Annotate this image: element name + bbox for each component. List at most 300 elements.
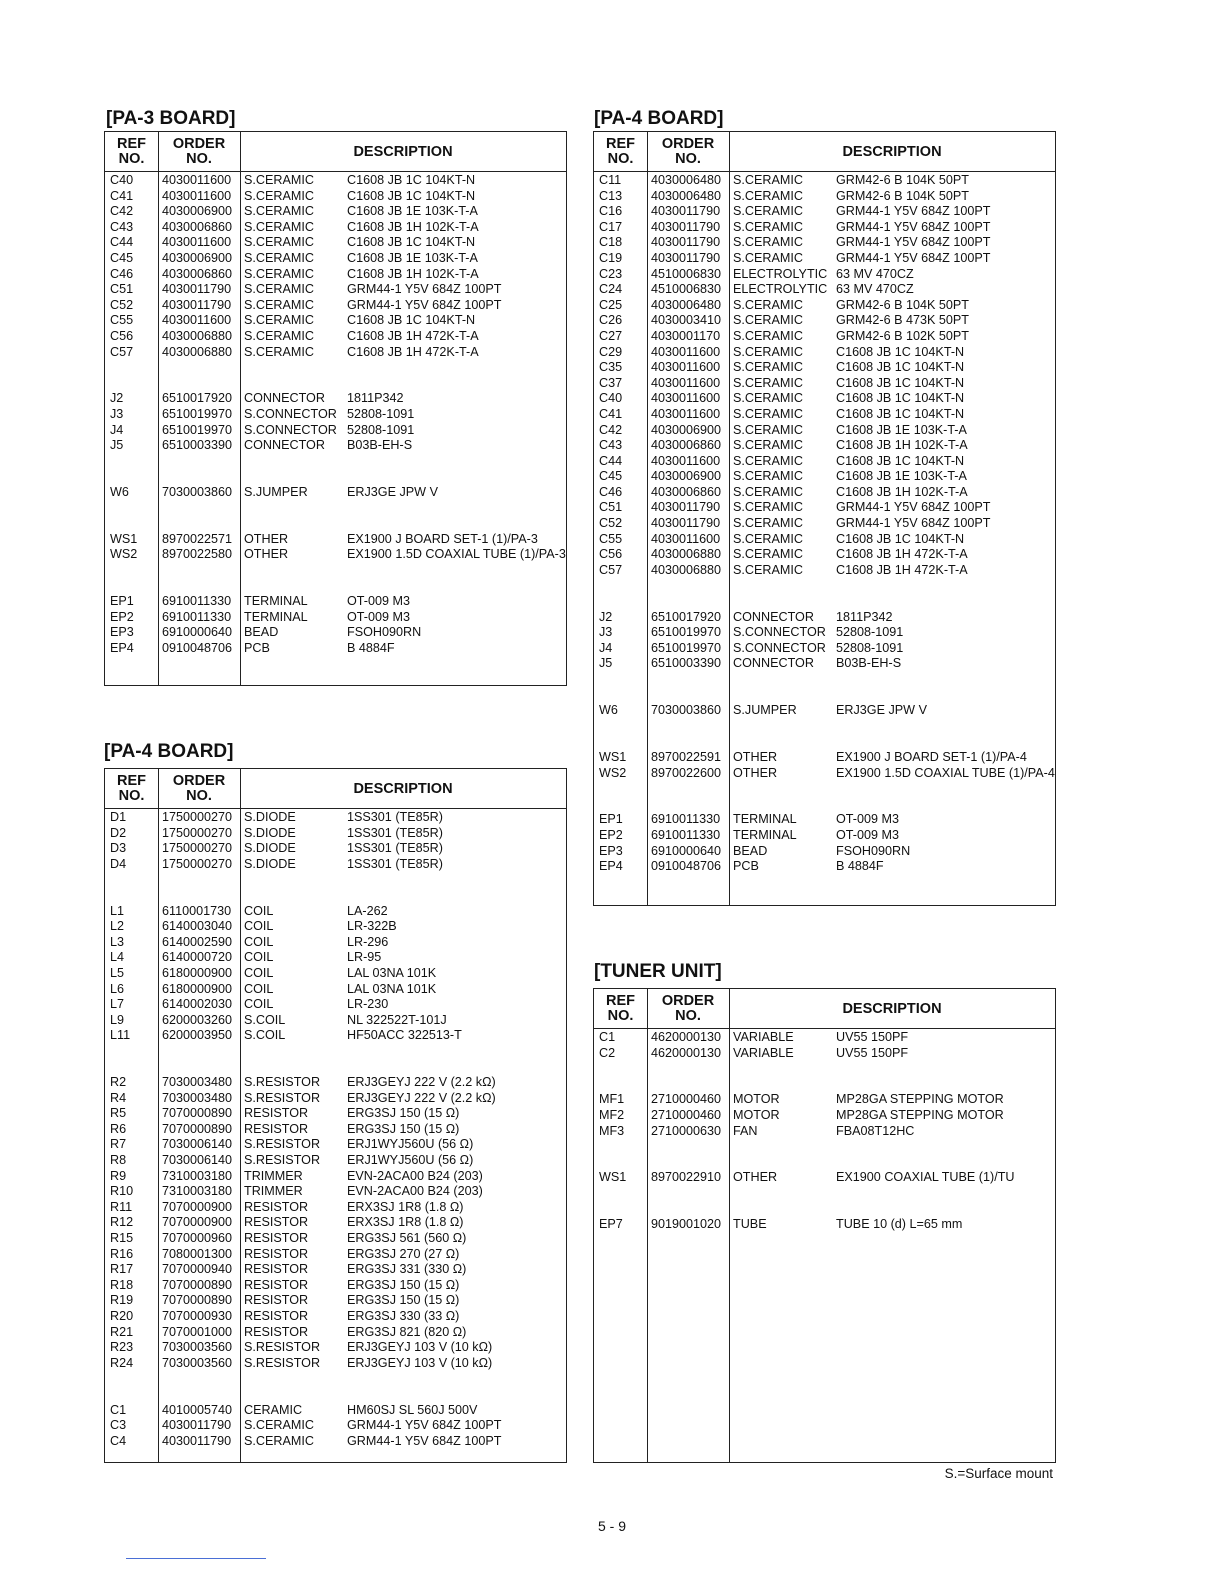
ref-no: C11 — [599, 173, 622, 187]
ref-no: C4 — [110, 1433, 127, 1448]
part-type: RESISTOR — [244, 1309, 309, 1323]
ref-no: C23 — [599, 266, 623, 281]
table-row — [105, 1309, 566, 1325]
part-type: S.CERAMIC — [733, 484, 803, 499]
part-type: S.RESISTOR — [244, 1355, 321, 1370]
table-row — [594, 313, 1055, 329]
table-row — [594, 500, 1055, 516]
order-no: 4030006880 — [651, 562, 722, 577]
row-spacer — [105, 1060, 566, 1076]
ref-no: C26 — [599, 313, 623, 328]
part-value: EVN-2ACA00 B24 (203) — [347, 1168, 483, 1183]
order-no: 4030011600 — [162, 235, 232, 250]
part-type: TRIMMER — [244, 1168, 303, 1183]
part-value: ERX3SJ 1R8 (1.8 Ω) — [347, 1199, 464, 1214]
part-value: ERX3SJ 1R8 (1.8 Ω) — [347, 1215, 464, 1230]
ref-no: R8 — [110, 1153, 127, 1168]
part-type: S.CERAMIC — [733, 422, 803, 437]
order-no: 7030006140 — [162, 1137, 233, 1152]
order-no: 4030011790 — [651, 250, 721, 265]
ref-no: C57 — [110, 344, 134, 359]
ref-no: C29 — [599, 344, 623, 359]
order-no: 4030006480 — [651, 173, 722, 187]
part-value: C1608 JB 1C 104KT-N — [836, 344, 965, 359]
table-row — [594, 1046, 1055, 1062]
ref-no: EP2 — [599, 827, 623, 842]
part-type: S.CONNECTOR — [244, 406, 337, 421]
part-value: GRM42-6 B 104K 50PT — [836, 173, 969, 187]
order-no: 4030003410 — [651, 313, 722, 328]
table-row — [594, 376, 1055, 392]
part-type: PCB — [733, 859, 759, 874]
part-value: C1608 JB 1H 472K-T-A — [836, 562, 968, 577]
table-row — [105, 857, 566, 873]
col-ref-header: REF NO. — [606, 136, 635, 167]
part-type: S.CERAMIC — [733, 406, 803, 421]
table-row — [594, 173, 1055, 189]
part-type: S.COIL — [244, 1028, 286, 1043]
table-row — [594, 563, 1055, 579]
order-no: 4030011600 — [162, 173, 232, 187]
ref-no: C55 — [599, 531, 623, 546]
ref-no: C51 — [599, 500, 623, 515]
ref-no: C40 — [599, 391, 623, 406]
order-no: 6910000640 — [651, 843, 722, 858]
ref-no: R24 — [110, 1355, 134, 1370]
ref-no: J4 — [599, 640, 613, 655]
part-value: GRM44-1 Y5V 684Z 100PT — [836, 500, 991, 515]
part-type: S.DIODE — [244, 825, 296, 840]
table-row — [594, 485, 1055, 501]
part-value: LA-262 — [347, 903, 388, 918]
order-no: 8970022571 — [162, 531, 233, 546]
part-type: COIL — [244, 903, 274, 918]
table-row — [594, 1030, 1055, 1046]
part-value: C1608 JB 1C 104KT-N — [347, 313, 476, 328]
ref-no: WS2 — [599, 765, 627, 780]
ref-no: EP2 — [110, 609, 134, 624]
table-row — [105, 1013, 566, 1029]
order-no: 6140003040 — [162, 919, 233, 934]
table-row — [105, 1293, 566, 1309]
order-no: 6910011330 — [162, 594, 232, 609]
ref-no: C35 — [599, 360, 623, 375]
pa4-left-title: [PA-4 BOARD] — [104, 741, 234, 762]
part-type: S.CERAMIC — [244, 235, 314, 250]
part-value: ERG3SJ 150 (15 Ω) — [347, 1277, 460, 1292]
table-row — [105, 1231, 566, 1247]
table-row — [105, 235, 566, 251]
part-value: 63 MV 470CZ — [836, 266, 914, 281]
part-type: CERAMIC — [244, 1402, 303, 1417]
table-row — [594, 360, 1055, 376]
order-no: 4030011600 — [651, 360, 721, 375]
part-value: B 4884F — [347, 640, 395, 655]
order-no: 4030006860 — [651, 484, 722, 499]
ref-no: L5 — [110, 965, 125, 980]
part-value: ERJ3GEYJ 222 V (2.2 kΩ) — [347, 1090, 496, 1105]
part-value: B 4884F — [836, 859, 884, 874]
row-spacer — [105, 500, 566, 516]
table-row — [594, 766, 1055, 782]
ref-no: WS1 — [110, 531, 138, 546]
part-type: ELECTROLYTIC — [733, 266, 828, 281]
ref-no: MF2 — [599, 1107, 625, 1122]
part-type: S.CERAMIC — [733, 547, 803, 562]
row-spacer — [105, 1371, 566, 1387]
table-row — [594, 1108, 1055, 1124]
part-type: S.JUMPER — [244, 484, 308, 499]
ref-no: J2 — [110, 391, 124, 406]
table-row — [105, 1262, 566, 1278]
row-spacer — [105, 578, 566, 594]
part-type: S.RESISTOR — [244, 1075, 321, 1090]
ref-no: C16 — [599, 204, 623, 219]
part-value: ERG3SJ 270 (27 Ω) — [347, 1246, 460, 1261]
order-no: 4030001170 — [651, 328, 721, 343]
order-no: 7070000940 — [162, 1262, 233, 1277]
ref-no: C57 — [599, 562, 623, 577]
ref-no: C45 — [599, 469, 623, 484]
table-row — [105, 826, 566, 842]
part-type: S.RESISTOR — [244, 1137, 321, 1152]
part-type: MOTOR — [733, 1107, 780, 1122]
order-no: 6510003390 — [651, 656, 722, 671]
order-no: 4010005740 — [162, 1402, 233, 1417]
part-value: 1811P342 — [836, 609, 893, 624]
ref-no: R2 — [110, 1075, 127, 1090]
part-value: OT-009 M3 — [347, 594, 410, 609]
part-type: S.CERAMIC — [733, 360, 803, 375]
order-no: 6910000640 — [162, 625, 233, 640]
ref-no: C2 — [599, 1045, 616, 1060]
part-value: C1608 JB 1C 104KT-N — [836, 375, 965, 390]
row-spacer — [594, 734, 1055, 750]
table-row — [105, 1184, 566, 1200]
order-no: 4030011790 — [651, 219, 721, 234]
table-row — [594, 282, 1055, 298]
part-type: FAN — [733, 1123, 758, 1138]
ref-no: R4 — [110, 1090, 127, 1105]
table-row — [105, 298, 566, 314]
order-no: 7070001000 — [162, 1324, 233, 1339]
table-row — [594, 423, 1055, 439]
part-value: C1608 JB 1E 103K-T-A — [347, 250, 478, 265]
part-type: RESISTOR — [244, 1246, 309, 1261]
part-type: S.CERAMIC — [733, 531, 803, 546]
order-no: 4030006480 — [651, 297, 722, 312]
order-no: 7030003480 — [162, 1075, 233, 1090]
order-no: 8970022600 — [651, 765, 722, 780]
table-row — [105, 438, 566, 454]
order-no: 4030011600 — [651, 453, 721, 468]
part-value: EX1900 COAXIAL TUBE (1)/TU — [836, 1170, 1015, 1185]
order-no: 7070000960 — [162, 1231, 233, 1246]
part-type: S.CERAMIC — [733, 562, 803, 577]
part-value: C1608 JB 1H 102K-T-A — [347, 266, 479, 281]
ref-no: WS2 — [110, 547, 138, 562]
table-row — [594, 298, 1055, 314]
order-no: 1750000270 — [162, 810, 233, 824]
pa4-right-parts-table — [593, 131, 1056, 906]
row-spacer — [105, 1387, 566, 1403]
order-no: 0910048706 — [651, 859, 722, 874]
ref-no: C55 — [110, 313, 134, 328]
part-value: GRM42-6 B 104K 50PT — [836, 297, 969, 312]
order-no: 4030006900 — [651, 469, 722, 484]
table-row — [105, 935, 566, 951]
table-row — [105, 423, 566, 439]
ref-no: C42 — [110, 204, 134, 219]
ref-no: C43 — [110, 219, 134, 234]
part-value: C1608 JB 1C 104KT-N — [836, 453, 965, 468]
table-row — [105, 1137, 566, 1153]
part-value: C1608 JB 1E 103K-T-A — [836, 422, 967, 437]
ref-no: C51 — [110, 282, 134, 297]
order-no: 8970022580 — [162, 547, 233, 562]
part-type: S.RESISTOR — [244, 1340, 321, 1355]
table-row — [594, 812, 1055, 828]
part-value: C1608 JB 1E 103K-T-A — [347, 204, 478, 219]
part-type: BEAD — [733, 843, 768, 858]
order-no: 1750000270 — [162, 825, 233, 840]
part-value: FBA08T12HC — [836, 1123, 915, 1138]
ref-no: R9 — [110, 1168, 127, 1183]
ref-no: D4 — [110, 856, 127, 871]
row-spacer — [105, 563, 566, 579]
part-type: S.CERAMIC — [733, 375, 803, 390]
row-spacer — [105, 454, 566, 470]
table-row — [594, 516, 1055, 532]
part-type: S.CERAMIC — [244, 173, 314, 187]
ref-no: L4 — [110, 950, 125, 965]
part-value: C1608 JB 1H 102K-T-A — [836, 438, 968, 453]
col-order-header: ORDER NO. — [172, 773, 226, 804]
ref-no: J2 — [599, 609, 613, 624]
table-row — [105, 594, 566, 610]
order-no: 7030003560 — [162, 1340, 233, 1355]
ref-no: C43 — [599, 438, 623, 453]
part-value: GRM44-1 Y5V 684Z 100PT — [347, 1418, 502, 1433]
ref-no: C3 — [110, 1418, 127, 1433]
order-no: 4030006880 — [651, 547, 722, 562]
part-type: S.CERAMIC — [733, 188, 803, 203]
table-row — [105, 1169, 566, 1185]
part-type: COIL — [244, 950, 274, 965]
table-row — [594, 641, 1055, 657]
part-value: EX1900 1.5D COAXIAL TUBE (1)/PA-3 — [347, 547, 566, 562]
part-type: COIL — [244, 981, 274, 996]
order-no: 2710000630 — [651, 1123, 722, 1138]
part-value: C1608 JB 1H 472K-T-A — [347, 328, 479, 343]
order-no: 4510006830 — [651, 282, 722, 297]
ref-no: R10 — [110, 1184, 134, 1199]
table-row — [105, 204, 566, 220]
ref-no: R5 — [110, 1106, 127, 1121]
order-no: 4030011790 — [162, 1433, 232, 1448]
part-value: GRM42-6 B 473K 50PT — [836, 313, 969, 328]
part-value: C1608 JB 1C 104KT-N — [836, 360, 965, 375]
ref-no: L7 — [110, 997, 125, 1012]
table-row — [105, 532, 566, 548]
part-value: LAL 03NA 101K — [347, 965, 437, 980]
order-no: 6510019970 — [162, 406, 233, 421]
part-value: C1608 JB 1H 472K-T-A — [836, 547, 968, 562]
ref-no: C41 — [599, 406, 623, 421]
ref-no: C27 — [599, 328, 623, 343]
part-value: C1608 JB 1E 103K-T-A — [836, 469, 967, 484]
col-ref-header: REF NO. — [117, 773, 146, 804]
pa4-right-title: [PA-4 BOARD] — [594, 108, 724, 129]
col-description-header: DESCRIPTION — [842, 1000, 942, 1017]
table-row — [594, 345, 1055, 361]
ref-no: EP1 — [599, 812, 623, 827]
order-no: 7080001300 — [162, 1246, 233, 1261]
pa3-title: [PA-3 BOARD] — [106, 108, 236, 129]
part-type: COIL — [244, 919, 274, 934]
part-value: GRM44-1 Y5V 684Z 100PT — [347, 297, 502, 312]
table-row — [105, 1247, 566, 1263]
part-type: RESISTOR — [244, 1121, 309, 1136]
ref-no: R15 — [110, 1231, 134, 1246]
order-no: 7070000890 — [162, 1293, 233, 1308]
part-value: C1608 JB 1H 102K-T-A — [836, 484, 968, 499]
row-spacer — [594, 1155, 1055, 1171]
part-value: GRM44-1 Y5V 684Z 100PT — [836, 516, 991, 531]
part-value: 52808-1091 — [836, 625, 904, 640]
order-no: 6140000720 — [162, 950, 233, 965]
part-value: 1811P342 — [347, 391, 404, 406]
part-value: HF50ACC 322513-T — [347, 1028, 462, 1043]
ref-no: J4 — [110, 422, 124, 437]
part-value: ERG3SJ 330 (33 Ω) — [347, 1309, 460, 1323]
ref-no: R7 — [110, 1137, 127, 1152]
ref-no: MF1 — [599, 1092, 625, 1107]
part-value: EX1900 J BOARD SET-1 (1)/PA-4 — [836, 749, 1027, 764]
order-no: 7310003180 — [162, 1168, 233, 1183]
table-row — [105, 1434, 566, 1450]
ref-no: R21 — [110, 1324, 134, 1339]
row-spacer — [594, 594, 1055, 610]
row-spacer — [105, 469, 566, 485]
part-value: ERG3SJ 150 (15 Ω) — [347, 1293, 460, 1308]
order-no: 7070000900 — [162, 1199, 233, 1214]
ref-no: W6 — [599, 703, 618, 718]
col-order-header: ORDER NO. — [172, 136, 226, 167]
table-row — [105, 267, 566, 283]
row-spacer — [594, 1186, 1055, 1202]
table-row — [594, 547, 1055, 563]
order-no: 6140002590 — [162, 934, 233, 949]
order-no: 6910011330 — [651, 827, 721, 842]
ref-no: EP1 — [110, 594, 134, 609]
order-no: 6510019970 — [651, 625, 722, 640]
part-type: S.CERAMIC — [733, 250, 803, 265]
part-value: GRM44-1 Y5V 684Z 100PT — [836, 250, 991, 265]
table-row — [594, 750, 1055, 766]
table-row — [594, 1170, 1055, 1186]
ref-no: L1 — [110, 903, 125, 918]
order-no: 7030006140 — [162, 1153, 233, 1168]
ref-no: C46 — [599, 484, 623, 499]
part-type: TERMINAL — [244, 609, 308, 624]
part-value: LR-296 — [347, 934, 389, 949]
part-type: TUBE — [733, 1217, 767, 1232]
part-type: S.CERAMIC — [244, 204, 314, 219]
order-no: 4030006860 — [162, 266, 233, 281]
part-type: S.CERAMIC — [244, 219, 314, 234]
table-row — [105, 1356, 566, 1372]
part-type: S.CERAMIC — [733, 453, 803, 468]
row-spacer — [594, 781, 1055, 797]
ref-no: L11 — [110, 1028, 131, 1043]
row-spacer — [594, 672, 1055, 688]
order-no: 6510017920 — [651, 609, 722, 624]
part-type: CONNECTOR — [733, 656, 814, 671]
table-row — [105, 329, 566, 345]
table-header — [594, 132, 1055, 172]
part-type: TRIMMER — [244, 1184, 303, 1199]
col-ref-header: REF NO. — [606, 993, 635, 1024]
part-value: ERG3SJ 150 (15 Ω) — [347, 1106, 460, 1121]
order-no: 4030011790 — [651, 500, 721, 515]
table-row — [105, 1278, 566, 1294]
row-spacer — [105, 360, 566, 376]
table-row — [594, 235, 1055, 251]
part-type: OTHER — [244, 547, 289, 562]
part-type: S.CERAMIC — [244, 297, 314, 312]
order-no: 9019001020 — [651, 1217, 722, 1232]
part-type: MOTOR — [733, 1092, 780, 1107]
table-row — [594, 703, 1055, 719]
ref-no: R11 — [110, 1199, 133, 1214]
table-body — [105, 173, 566, 656]
order-no: 6110001730 — [162, 903, 232, 918]
part-type: OTHER — [733, 765, 778, 780]
footer-link-underline — [126, 1558, 266, 1559]
table-row — [105, 189, 566, 205]
part-type: S.CERAMIC — [733, 344, 803, 359]
order-no: 4030006860 — [162, 219, 233, 234]
row-spacer — [594, 1077, 1055, 1093]
part-value: GRM44-1 Y5V 684Z 100PT — [347, 1433, 502, 1448]
table-row — [105, 1403, 566, 1419]
order-no: 8970022910 — [651, 1170, 722, 1185]
part-type: RESISTOR — [244, 1293, 309, 1308]
table-row — [105, 251, 566, 267]
part-value: MP28GA STEPPING MOTOR — [836, 1092, 1004, 1107]
order-no: 6910011330 — [162, 609, 232, 624]
part-type: S.CERAMIC — [733, 516, 803, 531]
part-value: GRM42-6 B 102K 50PT — [836, 328, 969, 343]
table-row — [105, 407, 566, 423]
row-spacer — [594, 719, 1055, 735]
ref-no: W6 — [110, 484, 129, 499]
ref-no: L3 — [110, 934, 125, 949]
col-order-header: ORDER NO. — [661, 136, 715, 167]
table-row — [105, 625, 566, 641]
surface-mount-note: S.=Surface mount — [944, 1466, 1053, 1481]
table-row — [105, 1028, 566, 1044]
table-row — [105, 391, 566, 407]
part-value: C1608 JB 1H 472K-T-A — [347, 344, 479, 359]
order-no: 4030011600 — [651, 531, 721, 546]
col-order-header: ORDER NO. — [661, 993, 715, 1024]
order-no: 7030003480 — [162, 1090, 233, 1105]
part-type: S.CERAMIC — [733, 313, 803, 328]
order-no: 6510017920 — [162, 391, 233, 406]
table-row — [594, 1092, 1055, 1108]
